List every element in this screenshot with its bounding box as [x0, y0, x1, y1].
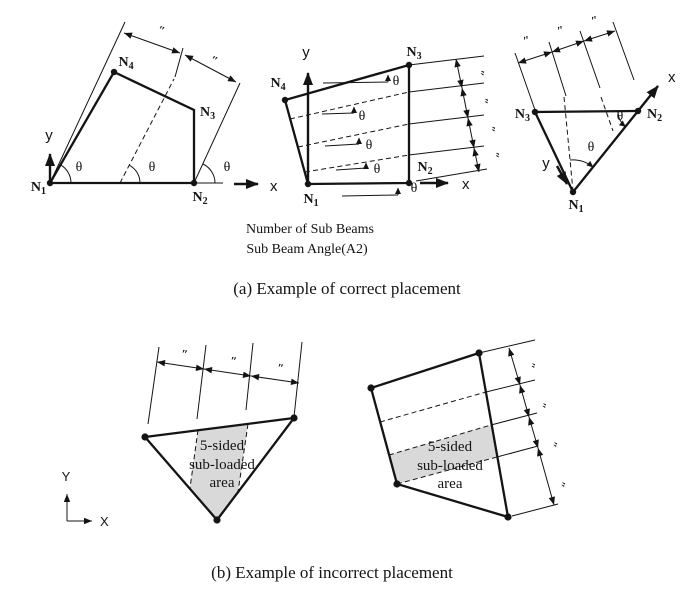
node-dot-n3: [532, 109, 538, 115]
node-label-n1: $N_1$: [30, 180, 46, 197]
dimension-arrow-segment: [468, 118, 474, 148]
y-axis-label: y: [302, 44, 310, 61]
dimension-arrow-segment: [509, 348, 520, 385]
theta-arc: [129, 165, 140, 183]
ditto-mark: ″: [555, 22, 567, 38]
node-dot-n4: [111, 69, 117, 75]
node-dot-n1: [47, 180, 53, 186]
node-dot-n1: [305, 181, 311, 187]
dimension-arrow-segment: [529, 417, 538, 448]
dimension-arrow-segment: [204, 369, 251, 376]
theta-label: θ: [75, 160, 83, 175]
ditto-mark: ″: [521, 32, 533, 48]
x-axis-label: x: [462, 176, 470, 193]
section-b: [62, 340, 569, 582]
vertex-dot: [367, 384, 374, 391]
theta-label: θ: [392, 74, 400, 89]
incorrect-quad: [367, 340, 568, 521]
annotation-line1: Number of Sub Beams: [246, 222, 374, 237]
node-dot-n4: [282, 97, 288, 103]
ditto-mark: ″: [208, 52, 220, 68]
dimension-extension-line: [515, 53, 535, 110]
dimension-arrow-segment: [520, 385, 529, 417]
caption-a: (a) Example of correct placement: [233, 279, 461, 298]
dimension-extension-line: [294, 342, 302, 417]
correct-quad-2: [270, 44, 502, 209]
x-axis-label: x: [668, 69, 676, 86]
node-label-n4: $N_4$: [270, 76, 286, 93]
area-label-line3: area: [437, 476, 463, 492]
caption-b: (b) Example of incorrect placement: [211, 563, 453, 582]
subbeam-fan-line: [50, 22, 125, 183]
dimension-extension-line: [497, 446, 538, 457]
subbeam-dashline: [305, 155, 409, 172]
theta-label: θ: [365, 138, 373, 153]
dimension-extension-line: [197, 345, 206, 419]
node-label-n1: $N_1$: [568, 198, 584, 215]
dimension-arrow-segment: [251, 376, 299, 383]
area-label-line2: sub-loaded: [417, 458, 483, 474]
x-axis-label: x: [270, 178, 278, 195]
dimension-arrow-segment: [157, 362, 204, 369]
node-label-n3: $N_3$: [200, 105, 216, 122]
theta-label: θ: [148, 160, 156, 175]
angle-ref-line: [336, 168, 366, 170]
angle-ref-line: [322, 113, 354, 114]
ditto-mark: ″: [472, 68, 488, 78]
dimension-extension-line: [486, 380, 535, 392]
ditto-mark: ″: [523, 360, 539, 371]
dimension-extension-line: [479, 340, 535, 353]
node-dot-n2: [635, 108, 641, 114]
correct-quad-1: [31, 22, 278, 207]
theta-arc: [570, 160, 593, 167]
vertex-dot: [141, 433, 148, 440]
vertex-dot: [475, 349, 482, 356]
quad-outline: [50, 72, 194, 183]
ditto-mark: ″: [534, 400, 550, 411]
node-label-n2: $N_2$: [192, 190, 208, 207]
area-label-line1: 5-sided: [199, 438, 245, 454]
subbeam-center-dashline: [120, 79, 174, 183]
dimension-arrow-segment: [538, 448, 554, 505]
angle-ref-line: [323, 82, 388, 83]
ditto-mark: ″: [276, 360, 285, 376]
theta-label: θ: [616, 109, 624, 124]
ditto-mark: ″: [589, 12, 601, 28]
vertex-dot: [290, 414, 297, 421]
dimension-extension-line: [613, 22, 634, 80]
ditto-mark: ″: [483, 124, 499, 134]
dimension-extension-line: [409, 83, 484, 92]
theta-label: θ: [587, 140, 595, 155]
global-x-axis-label: X: [100, 514, 109, 529]
y-axis-label: y: [45, 127, 53, 144]
dimension-arrow-segment: [518, 52, 552, 63]
node-dot-n3: [406, 62, 412, 68]
incorrect-triangle: [141, 342, 302, 524]
vertex-dot: [213, 516, 220, 523]
theta-arc: [203, 164, 215, 183]
node-label-n2: $N_2$: [417, 160, 433, 177]
vertex-dot: [504, 513, 511, 520]
node-label-n1: $N_1$: [303, 192, 319, 209]
node-dot-n2: [191, 180, 197, 186]
dimension-extension-line: [409, 115, 484, 124]
angle-ref-line: [342, 195, 398, 196]
dimension-arrow-segment: [124, 33, 180, 53]
theta-label: θ: [358, 109, 366, 124]
dimension-arrow-segment: [552, 41, 584, 52]
vertex-dot: [393, 480, 400, 487]
node-label-n2: $N_2$: [647, 107, 663, 124]
theta-label: θ: [223, 160, 231, 175]
ditto-mark: ″: [229, 353, 238, 369]
ditto-mark: ″: [553, 479, 569, 490]
angle-ref-line: [325, 144, 359, 146]
section-a: [31, 13, 676, 298]
dimension-arrow-segment: [474, 148, 479, 172]
annotation: [246, 222, 374, 257]
theta-arc: [61, 165, 72, 183]
dimension-extension-line: [148, 347, 159, 424]
theta-label: θ: [373, 162, 381, 177]
node-label-n4: $N_4$: [118, 55, 134, 72]
dimension-extension-line: [512, 504, 558, 516]
dimension-extension-line: [409, 146, 484, 155]
ditto-mark: ″: [545, 439, 561, 450]
node-label-n3: $N_3$: [514, 107, 530, 124]
ditto-mark: ″: [180, 346, 189, 362]
node-label-n3: $N_3$: [406, 45, 422, 62]
ditto-mark: ″: [476, 96, 492, 106]
area-label-line3: area: [209, 475, 235, 491]
subbeam-fan-line: [194, 83, 240, 183]
theta-label: θ: [410, 181, 418, 196]
node-dot-n1: [570, 189, 576, 195]
ditto-mark: ″: [155, 22, 167, 38]
area-label-line1: 5-sided: [427, 439, 473, 455]
annotation-line2: Sub Beam Angle(A2): [246, 242, 368, 257]
subbeam-dashline: [601, 97, 613, 131]
ditto-mark: ″: [487, 150, 503, 160]
y-axis-label: y: [542, 155, 550, 172]
dimension-arrow-segment: [456, 59, 462, 88]
global-axis-icon: [62, 469, 109, 529]
correct-triangle: [515, 13, 676, 215]
global-y-axis-label: Y: [61, 469, 71, 484]
dimension-arrow-segment: [462, 88, 468, 118]
subbeam-dashline: [380, 392, 486, 422]
area-label-line2: sub-loaded: [189, 457, 255, 473]
dimension-arrow-segment: [584, 31, 615, 41]
subbeam-dashline: [298, 124, 409, 147]
